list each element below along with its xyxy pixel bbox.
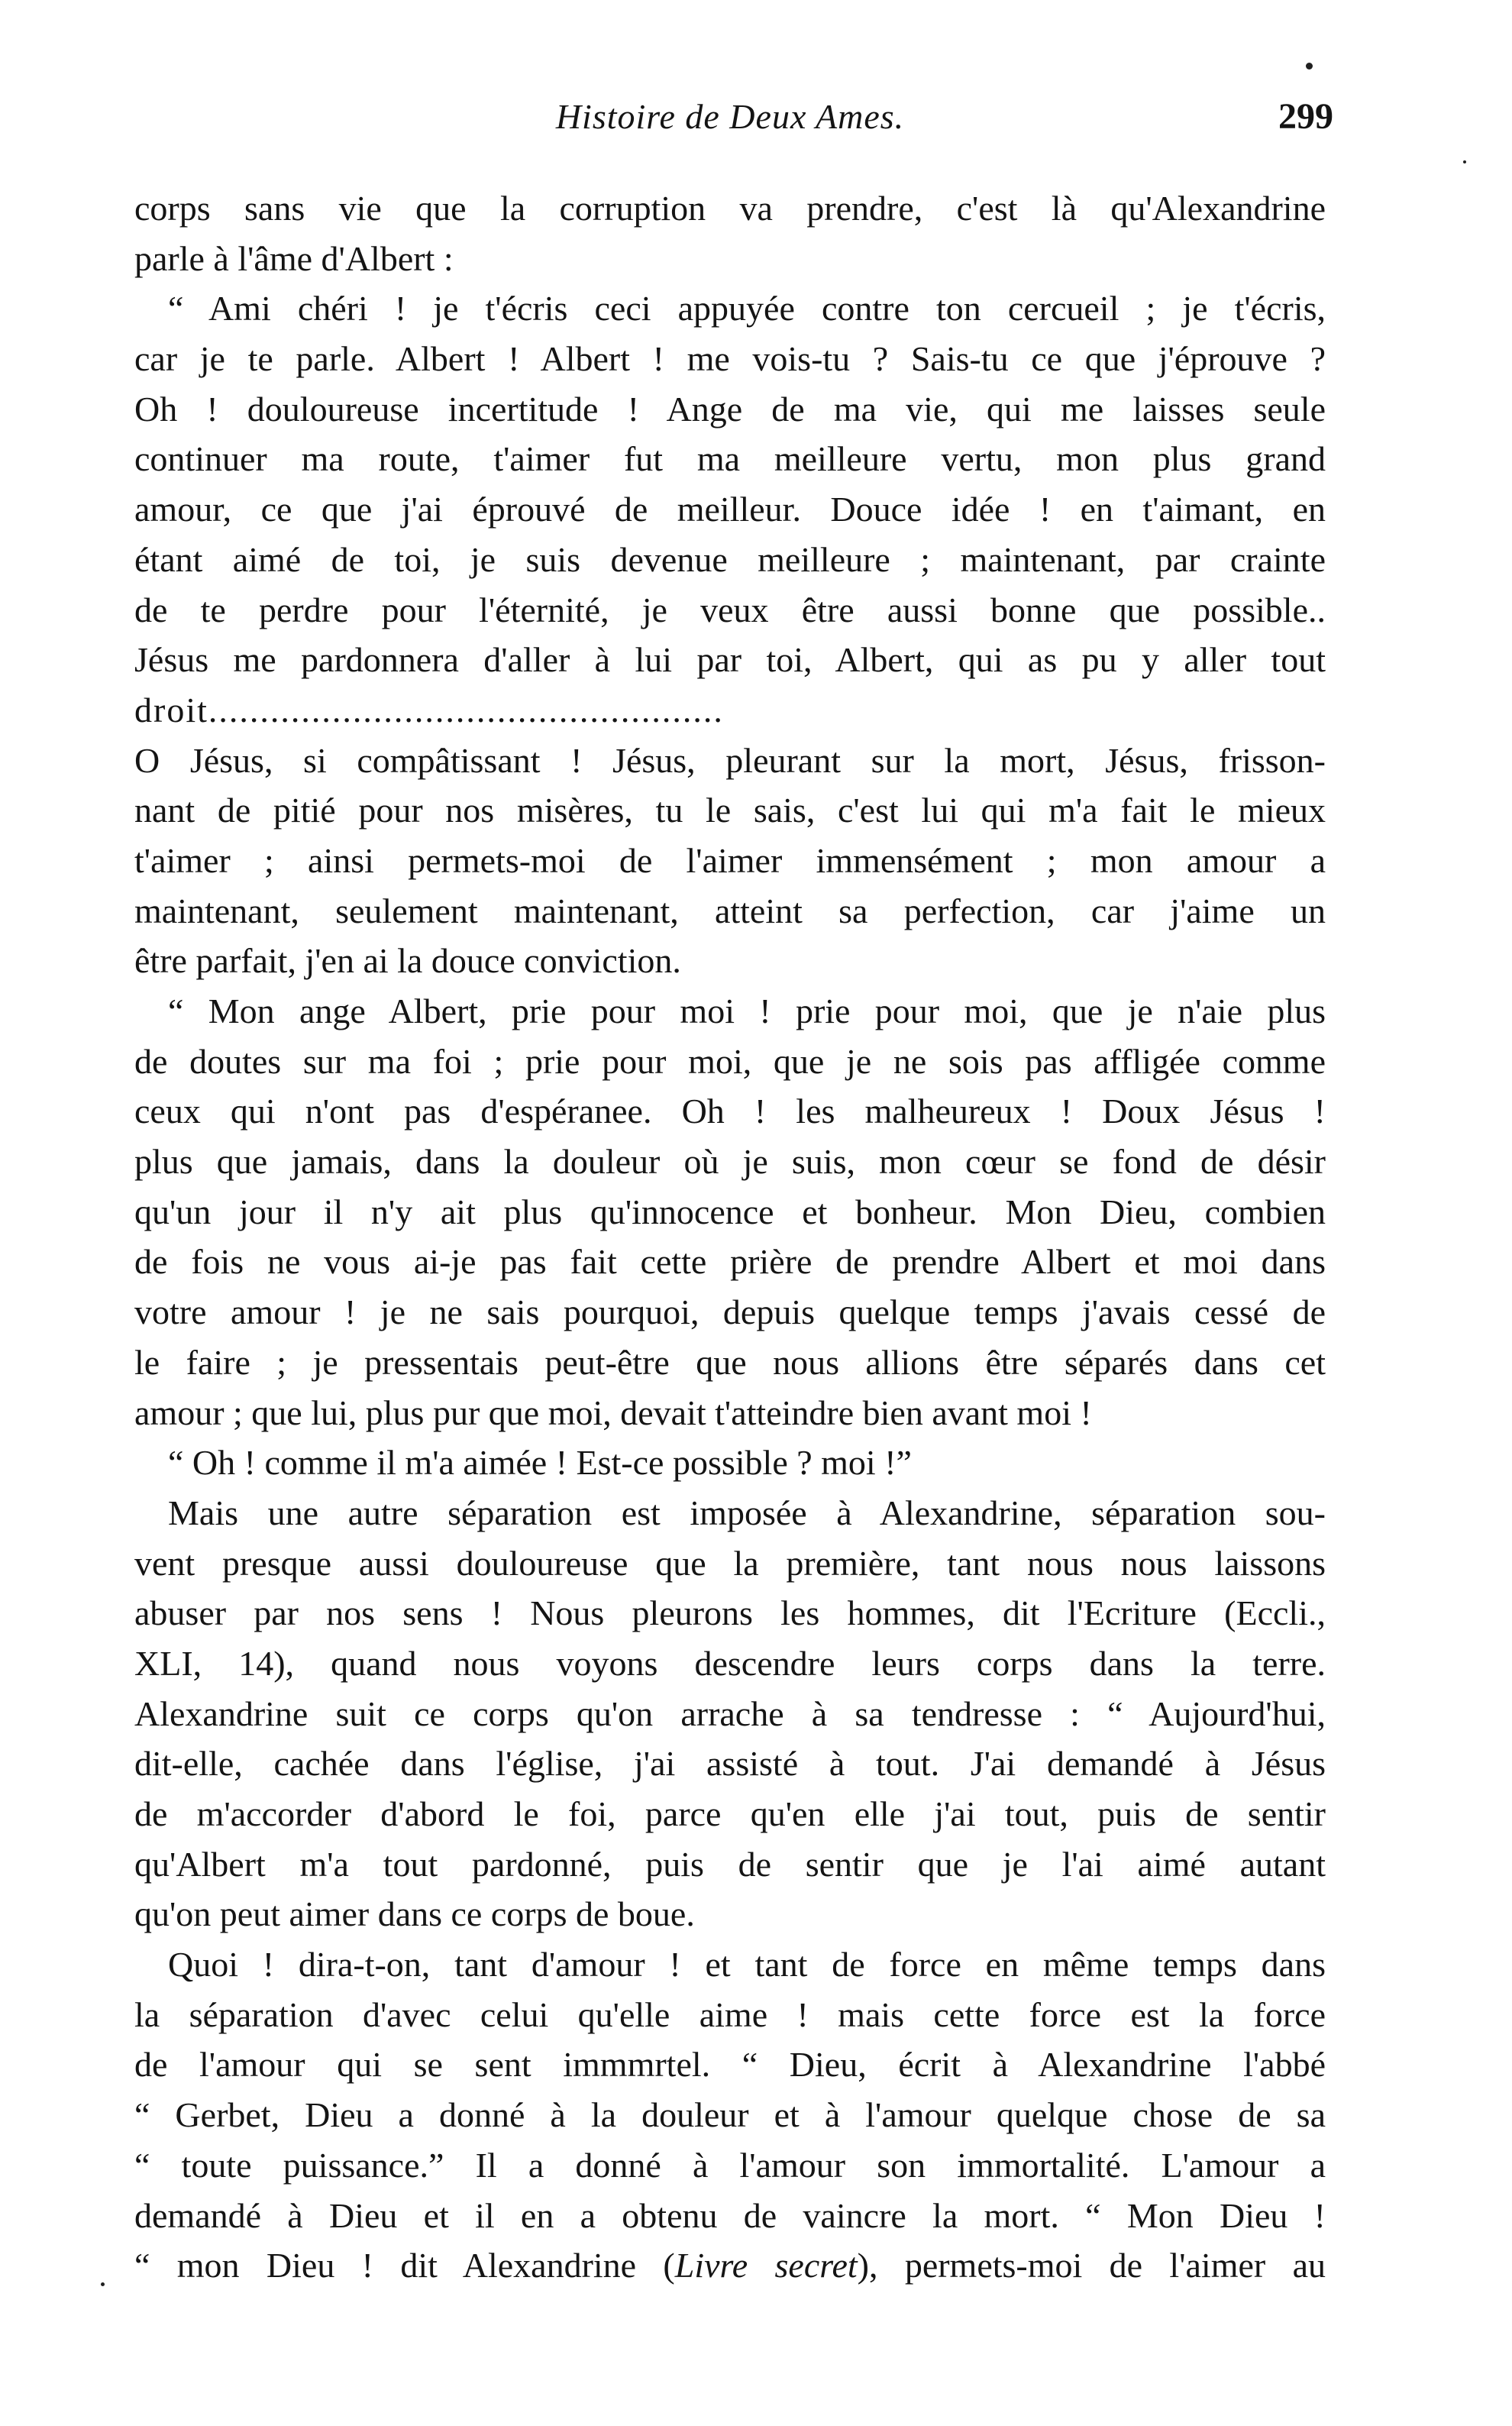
text-line: nant de pitié pour nos misères, tu le sais, c'est lui qui m'a fait le mieux (134, 791, 1326, 830)
body-text (134, 183, 1326, 2291)
text-line: plus que jamais, dans la douleur où je suis, mon cœur se fond de désir (134, 1142, 1326, 1182)
text-line: “ Ami chéri ! je t'écris ceci appuyée contre ton cercueil ; je t'écris, (168, 289, 1326, 328)
running-title: Histoire de Deux Ames. (555, 97, 905, 136)
text-span: “ mon Dieu ! dit Alexandrine ( (134, 2246, 675, 2285)
text-line: de doutes sur ma foi ; prie pour moi, que je ne sois pas affligée comme (134, 1041, 1326, 1081)
text-line: de fois ne vous ai-je pas fait cette prière de prendre Albert et moi dans (134, 1242, 1326, 1282)
text-line: parle à l'âme d'Albert : (134, 238, 454, 278)
ink-speck (1306, 63, 1313, 70)
text-line: Alexandrine suit ce corps qu'on arrache à sa tendresse : “ Aujourd'hui, (134, 1693, 1326, 1733)
text-line: “ Gerbet, Dieu a donné à la douleur et à l'amour quelque chose de sa (134, 2095, 1326, 2135)
ink-speck (1463, 160, 1466, 163)
text-line: étant aimé de toi, je suis devenue meilleure ; maintenant, par crainte (134, 539, 1326, 579)
text-line: qu'on peut aimer dans ce corps de boue. (134, 1894, 695, 1934)
text-line: de m'accorder d'abord le foi, parce qu'en elle j'ai tout, puis de sentir (134, 1794, 1326, 1833)
book-title-italic: Livre secret (674, 2246, 858, 2285)
text-line: Mais une autre séparation est imposée à Alexandrine, séparation sou- (168, 1493, 1326, 1532)
text-line: qu'Albert m'a tout pardonné, puis de sentir que je l'ai aimé autant (134, 1844, 1326, 1884)
text-line: O Jésus, si compâtissant ! Jésus, pleurant sur la mort, Jésus, frisson- (134, 740, 1326, 780)
text-line: votre amour ! je ne sais pourquoi, depuis quelque temps j'avais cessé de (134, 1292, 1326, 1332)
text-line: continuer ma route, t'aimer fut ma meilleure vertu, mon plus grand (134, 439, 1326, 479)
text-line: “ Oh ! comme il m'a aimée ! Est-ce possible ? moi !” (168, 1443, 912, 1483)
ink-speck (101, 2282, 105, 2286)
text-line: qu'un jour il n'y ait plus qu'innocence et bonheur. Mon Dieu, combien (134, 1192, 1326, 1231)
text-line: XLI, 14), quand nous voyons descendre leurs corps dans la terre. (134, 1643, 1326, 1683)
text-line: vent presque aussi douloureuse que la première, tant nous nous laissons (134, 1543, 1326, 1583)
text-line: abuser par nos sens ! Nous pleurons les hommes, dit l'Ecriture (Eccli., (134, 1593, 1326, 1633)
text-line: droit.................................................. (134, 690, 724, 729)
text-line: Quoi ! dira-t-on, tant d'amour ! et tant de force en même temps dans (168, 1945, 1326, 1984)
text-line: car je te parle. Albert ! Albert ! me vois-tu ? Sais-tu ce que j'éprouve ? (134, 339, 1326, 379)
page-number: 299 (1278, 96, 1333, 137)
text-line: ceux qui n'ont pas d'espéranee. Oh ! les malheureux ! Doux Jésus ! (134, 1092, 1326, 1131)
running-head (134, 90, 1333, 144)
text-line: la séparation d'avec celui qu'elle aime ! mais cette force est la force (134, 1994, 1326, 2034)
text-line: amour ; que lui, plus pur que moi, devait t'atteindre bien avant moi ! (134, 1393, 1092, 1432)
text-line: Jésus me pardonnera d'aller à lui par toi, Albert, qui as pu y aller tout (134, 640, 1326, 680)
text-line: demandé à Dieu et il en a obtenu de vaincre la mort. “ Mon Dieu ! (134, 2195, 1326, 2235)
text-line: corps sans vie que la corruption va prendre, c'est là qu'Alexandrine (134, 189, 1326, 228)
text-line: Oh ! douloureuse incertitude ! Ange de ma vie, qui me laisses seule (134, 389, 1326, 429)
text-line: t'aimer ; ainsi permets-moi de l'aimer immensément ; mon amour a (134, 840, 1326, 880)
text-line: maintenant, seulement maintenant, atteint sa perfection, car j'aime un (134, 891, 1326, 930)
text-span: ), permets-moi de l'aimer au (857, 2246, 1326, 2285)
text-line: le faire ; je pressentais peut-être que nous allions être séparés dans cet (134, 1342, 1326, 1382)
text-line: amour, ce que j'ai éprouvé de meilleur. Douce idée ! en t'aimant, en (134, 490, 1326, 529)
text-line: être parfait, j'en ai la douce conviction. (134, 941, 681, 981)
text-line: dit-elle, cachée dans l'église, j'ai assisté à tout. J'ai demandé à Jésus (134, 1744, 1326, 1784)
text-line: “ toute puissance.” Il a donné à l'amour son immortalité. L'amour a (134, 2145, 1326, 2185)
text-line: de l'amour qui se sent immmrtel. “ Dieu, écrit à Alexandrine l'abbé (134, 2045, 1326, 2085)
text-line (134, 2240, 1326, 2291)
text-line: de te perdre pour l'éternité, je veux être aussi bonne que possible.. (134, 590, 1326, 629)
text-line: “ Mon ange Albert, prie pour moi ! prie pour moi, que je n'aie plus (168, 991, 1326, 1030)
